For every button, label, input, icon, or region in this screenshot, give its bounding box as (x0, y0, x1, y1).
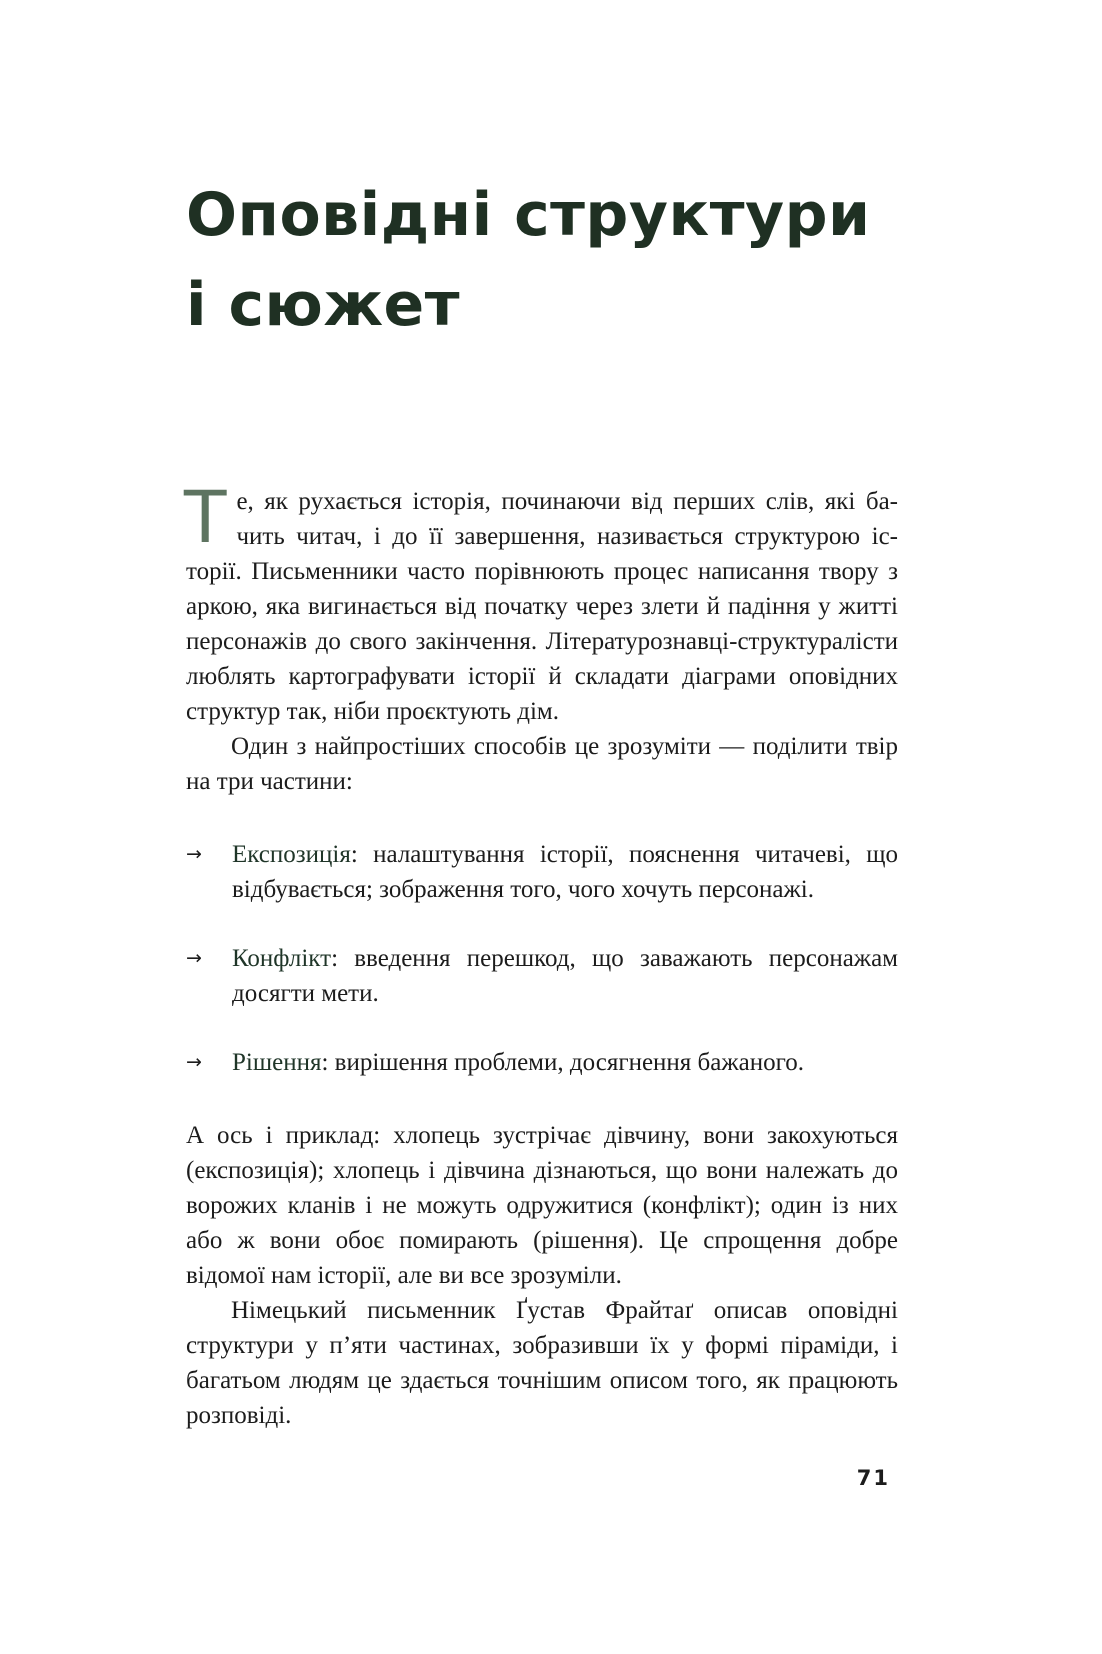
intro-text: е, як рухається історія, починаючи від перших слів, які бачить читач, і до її завершення, називається структурою історії. Письменники часто порівнюють процес написання твору з аркою, яка вигинається від початку через злети й падіння у житті персонажів до свого закінчення. Літературознавці-структуралісти люблять картографувати історії й складати діаграми оповідних структур так, ніби проєктують дім. (186, 488, 898, 725)
list-item-text: вирішення проблеми, досягнення бажаного. (328, 1049, 805, 1076)
term-exposition: Експозиція (232, 841, 351, 868)
paragraph-two: Один з найпростіших способів це зрозуміти — поділити твір на три частини: (186, 733, 898, 795)
term-separator: : (350, 841, 358, 868)
chapter-title-line-1: Оповідні структури (186, 180, 871, 250)
list-item-exposition (186, 837, 898, 907)
paragraph-freytag: Німецький письменник Ґустав Фрайтаґ описав оповідні структури у п’яти частинах, зобразивши їх у формі піраміди, і багатьом людям це здається точнішим описом того, як працюють розповіді. (186, 1297, 898, 1429)
list-item-conflict (186, 941, 898, 1011)
term-separator: : (331, 945, 339, 972)
arrow-right-icon: → (186, 947, 202, 969)
term-separator: : (321, 1049, 329, 1076)
term-resolution: Рішення (232, 1049, 322, 1076)
list-item-text: введення перешкод, що заважають персонажам досягти мети. (232, 945, 898, 1007)
arrow-right-icon: → (186, 843, 202, 865)
drop-cap: Т (182, 474, 229, 559)
list-item-text: налаштування історії, пояснення читачеві, що відбувається; зображення того, чого хочуть персонажі. (232, 841, 898, 903)
structure-list (186, 837, 898, 1080)
term-conflict: Конфлікт (232, 945, 332, 972)
page-number: 71 (856, 1466, 890, 1490)
paragraph-example: А ось і приклад: хлопець зустрічає дівчину, вони закохуються (експозиція); хлопець і дівчина дізнаються, що вони належать до ворожих кланів і не можуть одружитися (конфлікт); один із них або ж вони обоє помирають (рішення). Це спрощення добре відомої нам історії, але ви все зрозуміли. (186, 1122, 898, 1289)
arrow-right-icon: → (186, 1051, 202, 1073)
chapter-title-line-2: і сюжет (186, 270, 461, 340)
chapter-title (186, 170, 946, 350)
list-item-resolution (186, 1045, 898, 1080)
intro-paragraph (182, 474, 898, 729)
body-text (182, 474, 898, 1433)
